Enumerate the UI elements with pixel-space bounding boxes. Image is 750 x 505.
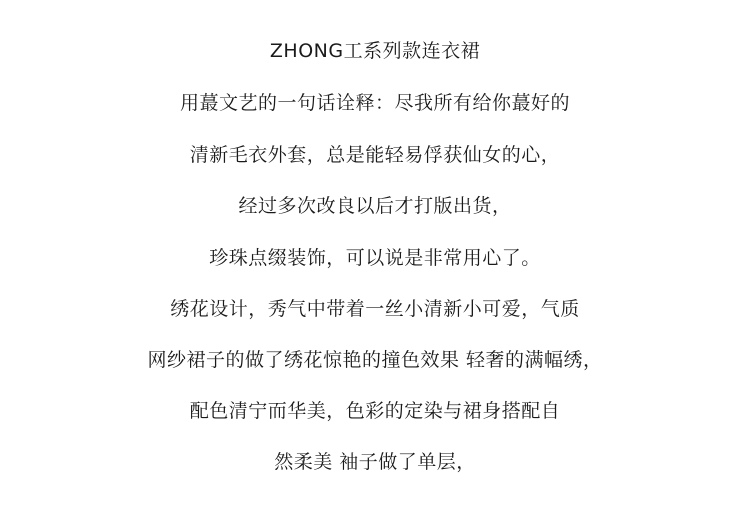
description-line: 网纱裙子的做了绣花惊艳的撞色效果 轻奢的满幅绣，	[147, 349, 603, 371]
description-line: 经过多次改良以后才打版出货，	[238, 195, 512, 217]
description-line: 清新毛衣外套，总是能轻易俘获仙女的心，	[189, 144, 561, 166]
description-line: 配色清宁而华美，色彩的定染与裙身搭配自	[189, 400, 561, 422]
description-line: 珍珠点缀装饰，可以说是非常用心了。	[209, 247, 541, 269]
description-line: 用蕞文艺的一句话诠释：尽我所有给你蕞好的	[179, 92, 570, 114]
description-line: 然柔美 袖子做了单层，	[274, 451, 476, 473]
description-line: 绣花设计，秀气中带着一丝小清新小可爱，气质	[170, 298, 580, 320]
product-title: ZHONG工系列款连衣裙	[269, 40, 481, 62]
